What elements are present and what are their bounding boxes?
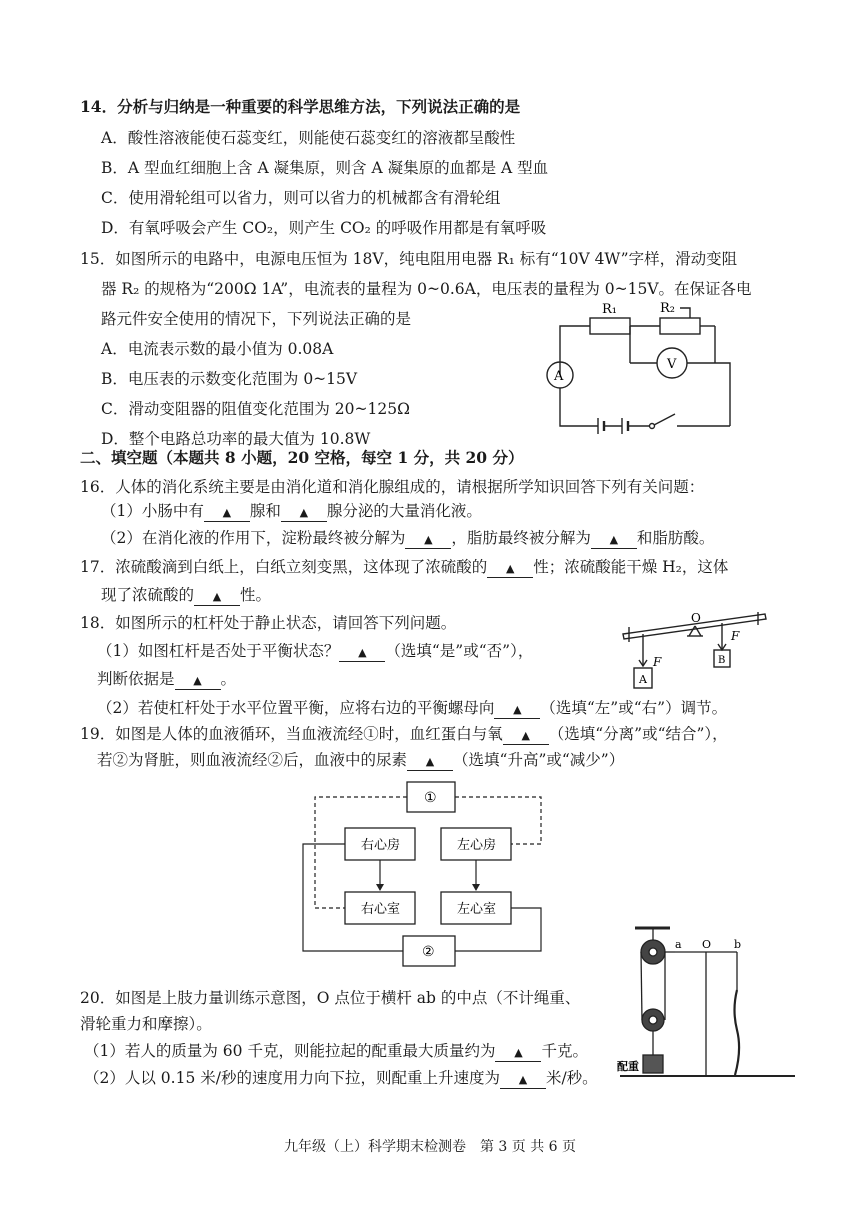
counterweight-block: [643, 1055, 663, 1073]
q19-line1: 19．如图是人体的血液循环，当血液流经①时，血红蛋白与氧 ▲ （选填“分离”或“结合”），: [80, 725, 728, 743]
q15-option-a: A．电流表示数的最小值为 0.08A: [101, 340, 334, 358]
answer-blank[interactable]: ▲: [503, 728, 549, 745]
voltmeter-label: V: [667, 357, 677, 372]
q14-stem: 14．分析与归纳是一种重要的科学思维方法，下列说法正确的是: [80, 97, 521, 116]
q14-option-d: D．有氧呼吸会产生 CO₂，则产生 CO₂ 的呼吸作用都是有氧呼吸: [101, 219, 547, 237]
r2-label: R₂: [660, 301, 675, 316]
answer-blank[interactable]: ▲: [281, 505, 327, 522]
q18-part1-reason: 判断依据是 ▲ 。: [97, 670, 237, 688]
q14-option-b: B．A 型血红细胞上含 A 凝集原，则含 A 凝集原的血都是 A 型血: [101, 159, 549, 177]
force-label-right: F: [731, 629, 740, 643]
answer-blank[interactable]: ▲: [175, 673, 221, 690]
q17-line1: 17．浓硫酸滴到白纸上，白纸立刻变黑，这体现了浓硫酸的 ▲ 性；浓硫酸能干燥 H₂，这体: [80, 558, 729, 576]
left-ventricle-label: 左心室: [457, 902, 497, 917]
q18-stem: 18．如图所示的杠杆处于静止状态，请回答下列问题。: [80, 614, 457, 632]
q16-part1: （1）小肠中有 ▲ 腺和 ▲ 腺分泌的大量消化液。: [101, 502, 482, 520]
q19-line2: 若②为肾脏，则血液流经②后，血液中的尿素 ▲ （选填“升高”或“减少”）: [97, 751, 625, 769]
right-ventricle-label: 右心室: [361, 902, 401, 917]
organ-1-label: ①: [424, 790, 437, 806]
q15-stem-line2: 器 R₂ 的规格为“200Ω 1A”，电流表的量程为 0~0.6A，电压表的量程为 0~15V。在保证各电: [101, 280, 752, 298]
q16-stem: 16．人体的消化系统主要是由消化道和消化腺组成的，请根据所学知识回答下列有关问题：: [80, 478, 705, 496]
r1-resistor: [590, 318, 630, 334]
q15-option-b: B．电压表的示数变化范围为 0~15V: [101, 370, 358, 388]
point-a-label: a: [675, 938, 682, 951]
r2-rheostat: [660, 318, 700, 334]
q17-line2: 现了浓硫酸的 ▲ 性。: [101, 586, 272, 604]
q15-option-c: C．滑动变阻器的阻值变化范围为 20~125Ω: [101, 400, 410, 418]
point-b-label: b: [734, 938, 742, 951]
q20-stem-line2: 滑轮重力和摩擦）。: [80, 1015, 212, 1033]
q20-stem-line1: 20．如图是上肢力量训练示意图，O 点位于横杆 ab 的中点（不计绳重、: [80, 989, 581, 1007]
circuit-diagram: [540, 298, 765, 443]
q15-stem-line1: 15．如图所示的电路中，电源电压恒为 18V，纯电阻用电器 R₁ 标有“10V 4W”字样，滑动变阻: [80, 250, 738, 268]
answer-blank[interactable]: ▲: [194, 589, 240, 606]
lever-diagram: [615, 612, 775, 697]
answer-blank[interactable]: ▲: [339, 645, 385, 662]
q15-option-d: D．整个电路总功率的最大值为 10.8W: [101, 430, 371, 448]
answer-blank[interactable]: ▲: [591, 532, 637, 549]
point-o-label: O: [702, 938, 712, 951]
q18-part2: （2）若使杠杆处于水平位置平衡，应将右边的平衡螺母向 ▲ （选填“左”或“右”）调节。: [97, 699, 728, 717]
training-apparatus-figure: [615, 920, 800, 1085]
q18-part1: （1）如图杠杆是否处于平衡状态？ ▲ （选填“是”或“否”），: [97, 642, 534, 660]
weight-a-label: A: [639, 673, 647, 686]
answer-blank[interactable]: ▲: [204, 505, 250, 522]
q20-part1: （1）若人的质量为 60 千克，则能拉起的配重最大质量约为 ▲ 千克。: [84, 1042, 588, 1060]
q20-part2: （2）人以 0.15 米/秒的速度用力向下拉，则配重上升速度为 ▲ 米/秒。: [84, 1069, 598, 1087]
answer-blank[interactable]: ▲: [500, 1072, 546, 1089]
page-footer: 九年级（上）科学期末检测卷 第 3 页 共 6 页: [283, 1139, 577, 1155]
answer-blank[interactable]: ▲: [487, 561, 533, 578]
answer-blank[interactable]: ▲: [494, 702, 540, 719]
right-atrium-label: 右心房: [361, 838, 401, 853]
pivot-label: O: [691, 612, 701, 625]
ammeter-label: A: [554, 369, 564, 384]
organ-2-label: ②: [422, 944, 435, 960]
counterweight-label: 配重: [617, 1060, 639, 1073]
q16-part2: （2）在消化液的作用下，淀粉最终被分解为 ▲ ，脂肪最终被分解为 ▲ 和脂肪酸。: [101, 529, 715, 547]
answer-blank[interactable]: ▲: [405, 532, 451, 549]
q15-stem-line3: 路元件安全使用的情况下，下列说法正确的是: [101, 310, 412, 328]
answer-blank[interactable]: ▲: [495, 1045, 541, 1062]
answer-blank[interactable]: ▲: [407, 754, 453, 771]
q14-option-a: A．酸性溶液能使石蕊变红，则能使石蕊变红的溶液都呈酸性: [101, 129, 516, 147]
section-heading: 二、填空题（本题共 8 小题，20 空格，每空 1 分，共 20 分）: [80, 448, 524, 467]
q14-option-c: C．使用滑轮组可以省力，则可以省力的机械都含有滑轮组: [101, 189, 501, 207]
left-atrium-label: 左心房: [457, 838, 497, 853]
r1-label: R₁: [602, 302, 617, 317]
weight-b-label: B: [718, 655, 726, 666]
force-label-left: F: [653, 655, 662, 669]
circulation-diagram: [295, 770, 560, 970]
